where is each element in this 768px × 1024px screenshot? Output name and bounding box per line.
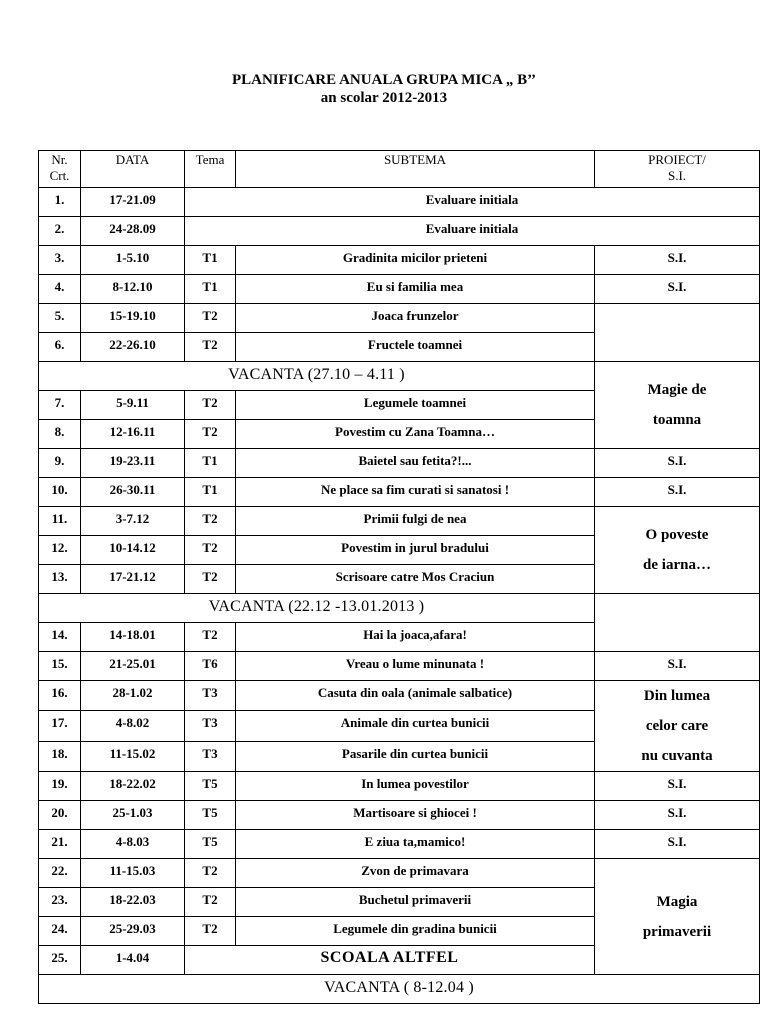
row-subtema: Buchetul primaverii [236,888,595,917]
table-row [39,681,760,711]
row-number: 22. [39,859,81,888]
document-title: PLANIFICARE ANUALA GRUPA MICA „ B’’ [231,72,537,88]
col-header-tema: Tema [185,151,236,188]
row-number: 7. [39,391,81,420]
col-header-proiect: PROIECT/ S.I. [595,151,760,188]
row-proiect: S.I. [595,246,760,275]
row-date: 25-1.03 [81,801,185,830]
row-date: 17-21.09 [81,188,185,217]
row-number: 11. [39,507,81,536]
row-proiect: S.I. [595,801,760,830]
row-number: 21. [39,830,81,859]
table-row [39,275,760,304]
row-subtema: Pasarile din curtea bunicii [236,741,595,771]
row-subtema: Gradinita micilor prieteni [236,246,595,275]
row-tema: T2 [185,304,236,333]
row-tema: T6 [185,652,236,681]
row-date: 5-9.11 [81,391,185,420]
row-number: 9. [39,449,81,478]
row-number: 19. [39,772,81,801]
table-row [39,859,760,888]
row-subtema: Evaluare initiala [185,188,760,217]
row-subtema: Fructele toamnei [236,333,595,362]
table-row [39,830,760,859]
row-number: 13. [39,565,81,594]
row-subtema: Povestim cu Zana Toamna… [236,420,595,449]
row-subtema: Martisoare si ghiocei ! [236,801,595,830]
row-tema: T5 [185,772,236,801]
row-number: 18. [39,741,81,771]
col-header-nr: Nr. Crt. [39,151,81,188]
row-number: 17. [39,711,81,741]
table-row [39,772,760,801]
row-subtema: Ne place sa fim curati si sanatosi ! [236,478,595,507]
row-number: 16. [39,681,81,711]
row-number: 4. [39,275,81,304]
row-subtema: Hai la joaca,afara! [236,623,595,652]
vacation-label: VACANTA (22.12 -13.01.2013 ) [39,594,595,623]
row-subtema: Animale din curtea bunicii [236,711,595,741]
vacation-row [39,362,760,391]
table-row [39,652,760,681]
row-number: 3. [39,246,81,275]
row-tema: T3 [185,711,236,741]
row-date: 14-18.01 [81,623,185,652]
row-tema: T2 [185,536,236,565]
row-subtema: In lumea povestilor [236,772,595,801]
row-subtema: Vreau o lume minunata ! [236,652,595,681]
table-row [39,246,760,275]
row-tema: T2 [185,623,236,652]
row-number: 23. [39,888,81,917]
planning-table [38,150,760,1004]
row-date: 11-15.02 [81,741,185,771]
table-row [39,801,760,830]
row-date: 21-25.01 [81,652,185,681]
row-number: 8. [39,420,81,449]
row-tema: T1 [185,246,236,275]
row-date: 15-19.10 [81,304,185,333]
row-date: 1-5.10 [81,246,185,275]
row-tema: T2 [185,888,236,917]
row-number: 15. [39,652,81,681]
vacation-label: VACANTA ( 8-12.04 ) [39,975,760,1004]
row-date: 4-8.02 [81,711,185,741]
table-row [39,449,760,478]
vacation-row [39,594,760,623]
row-subtema: Evaluare initiala [185,217,760,246]
document-subtitle: an scolar 2012-2013 [320,90,448,106]
row-number: 6. [39,333,81,362]
table-row [39,217,760,246]
project-magie-de-toamna: Magie de toamna [595,362,760,449]
row-date: 25-29.03 [81,917,185,946]
row-proiect: S.I. [595,652,760,681]
table-row [39,188,760,217]
row-date: 19-23.11 [81,449,185,478]
row-proiect: S.I. [595,772,760,801]
row-number: 24. [39,917,81,946]
col-header-data: DATA [81,151,185,188]
project-din-lumea-celor-care-nu-cuvanta: Din lumea celor care nu cuvanta [595,681,760,772]
row-proiect-empty [595,304,760,362]
row-date: 12-16.11 [81,420,185,449]
row-number: 12. [39,536,81,565]
row-proiect-empty [595,594,760,652]
row-date: 8-12.10 [81,275,185,304]
vacation-label: VACANTA (27.10 – 4.11 ) [39,362,595,391]
row-date: 18-22.03 [81,888,185,917]
row-tema: T2 [185,391,236,420]
row-tema: T5 [185,830,236,859]
row-subtema: Povestim in jurul bradului [236,536,595,565]
row-number: 5. [39,304,81,333]
row-tema: T2 [185,917,236,946]
row-subtema: Baietel sau fetita?!... [236,449,595,478]
row-subtema: Casuta din oala (animale salbatice) [236,681,595,711]
row-tema: T3 [185,681,236,711]
row-date: 17-21.12 [81,565,185,594]
row-date: 10-14.12 [81,536,185,565]
table-header-row [39,151,760,188]
table-row [39,478,760,507]
vacation-row [39,975,760,1004]
row-tema: T1 [185,478,236,507]
row-proiect: S.I. [595,830,760,859]
row-proiect: S.I. [595,449,760,478]
row-date: 26-30.11 [81,478,185,507]
row-tema: T1 [185,275,236,304]
row-tema: T2 [185,859,236,888]
row-number: 1. [39,188,81,217]
row-number: 2. [39,217,81,246]
row-date: 22-26.10 [81,333,185,362]
row-date: 4-8.03 [81,830,185,859]
row-tema: T2 [185,507,236,536]
row-number: 25. [39,946,81,975]
row-subtema: Scrisoare catre Mos Craciun [236,565,595,594]
row-date: 28-1.02 [81,681,185,711]
row-proiect: S.I. [595,275,760,304]
table-row [39,507,760,536]
row-number: 10. [39,478,81,507]
row-subtema: Legumele toamnei [236,391,595,420]
col-header-subtema: SUBTEMA [236,151,595,188]
row-date: 11-15.03 [81,859,185,888]
row-subtema: E ziua ta,mamico! [236,830,595,859]
project-magia-primaverii: Magia primaverii [595,859,760,975]
row-tema: T5 [185,801,236,830]
row-tema: T3 [185,741,236,771]
row-tema: T1 [185,449,236,478]
project-o-poveste-de-iarna: O poveste de iarna… [595,507,760,594]
row-date: 24-28.09 [81,217,185,246]
row-date: 1-4.04 [81,946,185,975]
row-subtema: Eu si familia mea [236,275,595,304]
row-subtema: Zvon de primavara [236,859,595,888]
row-subtema: SCOALA ALTFEL [185,946,595,975]
row-proiect: S.I. [595,478,760,507]
row-date: 3-7.12 [81,507,185,536]
row-subtema: Primii fulgi de nea [236,507,595,536]
row-number: 20. [39,801,81,830]
table-row [39,304,760,333]
row-date: 18-22.02 [81,772,185,801]
row-number: 14. [39,623,81,652]
row-tema: T2 [185,565,236,594]
row-subtema: Joaca frunzelor [236,304,595,333]
row-tema: T2 [185,420,236,449]
row-tema: T2 [185,333,236,362]
row-subtema: Legumele din gradina bunicii [236,917,595,946]
